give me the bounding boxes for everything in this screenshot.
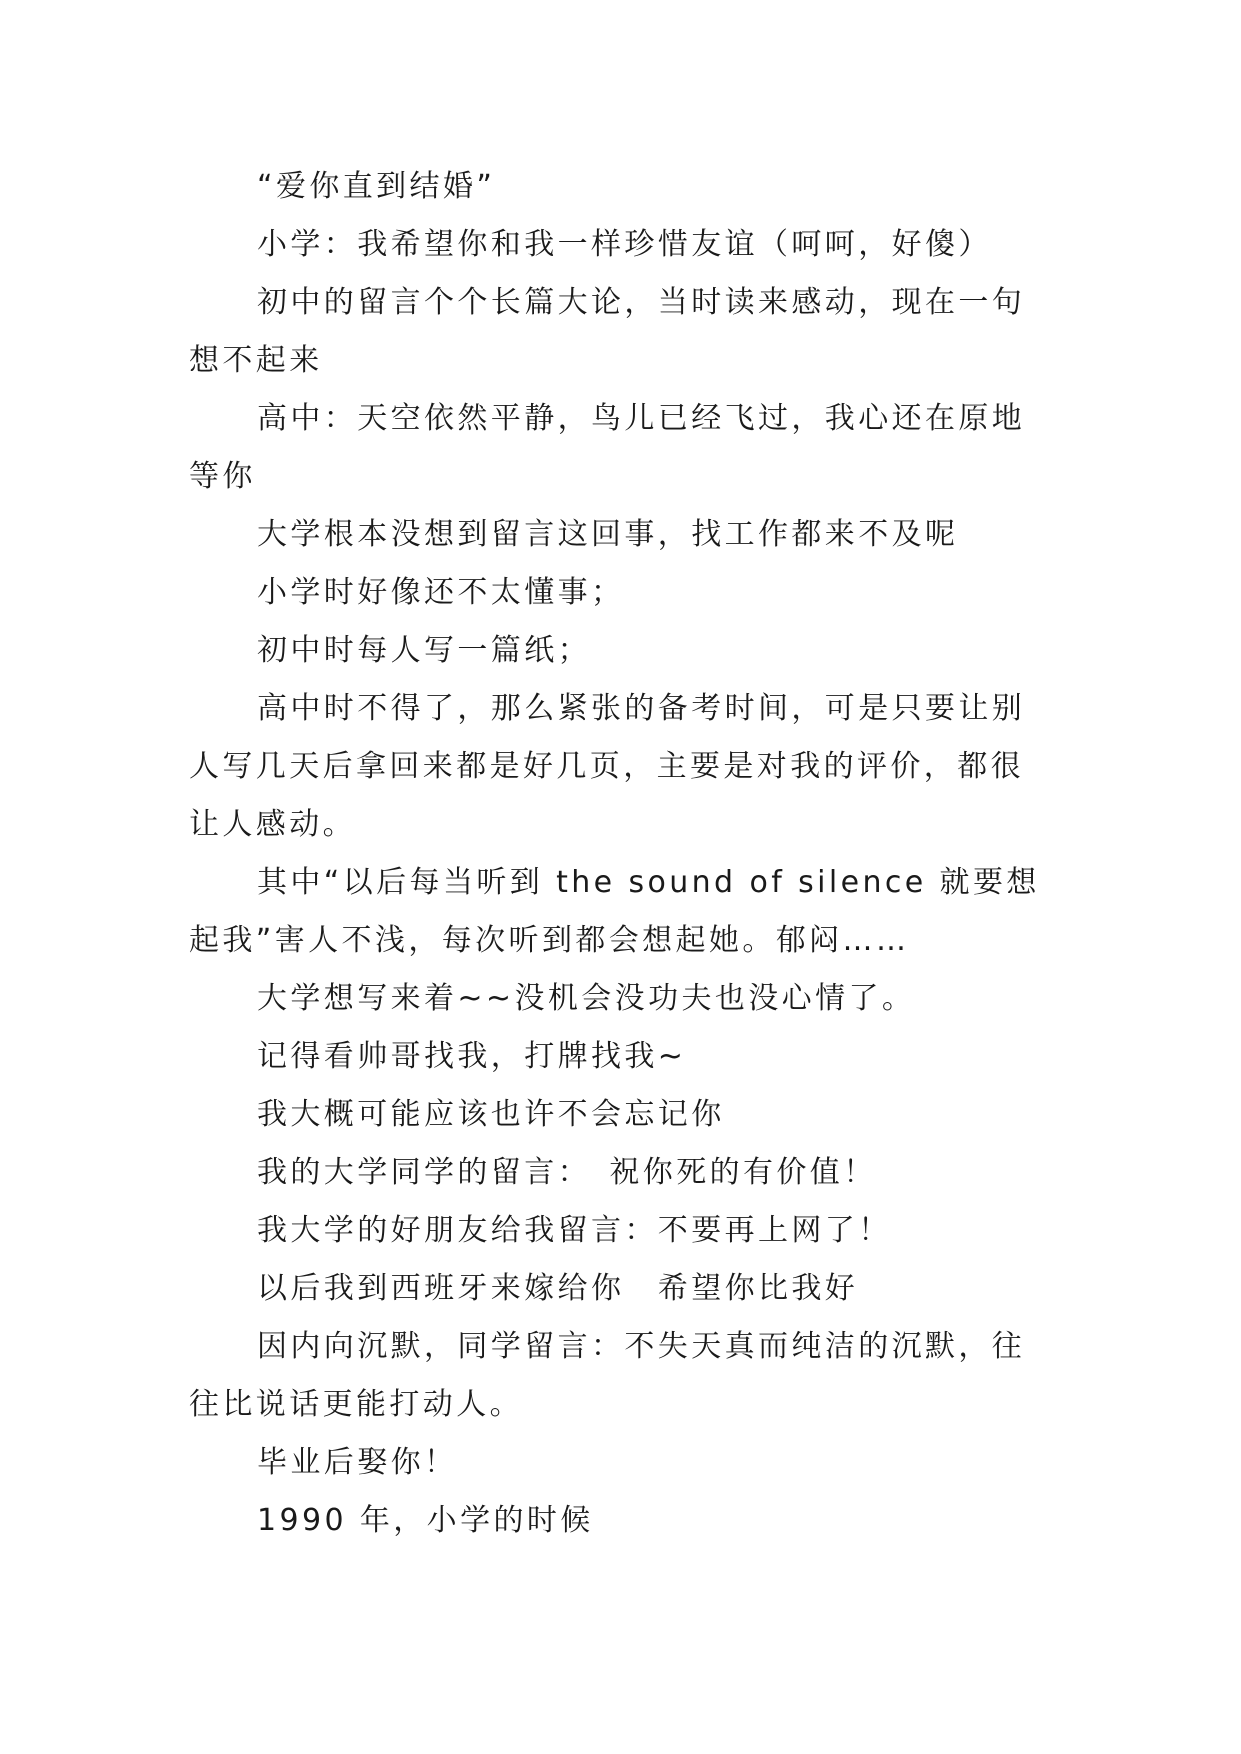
paragraph: 小学时好像还不太懂事；	[257, 575, 625, 610]
paragraph: 大学根本没想到留言这回事，找工作都来不及呢	[257, 517, 959, 552]
paragraph: 小学：我希望你和我一样珍惜友谊（呵呵，好傻）	[257, 227, 992, 262]
paragraph: 我的大学同学的留言： 祝你死的有价值！	[257, 1155, 877, 1190]
paragraph: 我大学的好朋友给我留言：不要再上网了！	[257, 1213, 892, 1248]
paragraph: 1990 年，小学的时候	[257, 1503, 594, 1538]
paragraph: 高中时不得了，那么紧张的备考时间，可是只要让别人写几天后拿回来都是好几页，主要是对我的评价，都很让人感动。	[189, 691, 1026, 842]
paragraph: “爱你直到结婚”	[257, 169, 496, 204]
paragraph: 记得看帅哥找我，打牌找我~	[257, 1039, 687, 1074]
paragraph: 高中：天空依然平静，鸟儿已经飞过，我心还在原地等你	[189, 401, 1026, 494]
paragraph: 其中“以后每当听到 the sound of silence 就要想起我”害人不浅，每次听到都会想起她。郁闷……	[189, 865, 1040, 958]
paragraph: 因内向沉默，同学留言：不失天真而纯洁的沉默，往往比说话更能打动人。	[189, 1329, 1026, 1422]
paragraph: 初中时每人写一篇纸；	[257, 633, 591, 668]
paragraph: 初中的留言个个长篇大论，当时读来感动，现在一句想不起来	[189, 285, 1026, 378]
document-body	[189, 158, 1051, 1550]
paragraph: 毕业后娶你！	[257, 1445, 458, 1480]
paragraph: 大学想写来着~~没机会没功夫也没心情了。	[257, 981, 916, 1016]
paragraph: 我大概可能应该也许不会忘记你	[257, 1097, 725, 1132]
paragraph: 以后我到西班牙来嫁给你 希望你比我好	[257, 1271, 859, 1306]
